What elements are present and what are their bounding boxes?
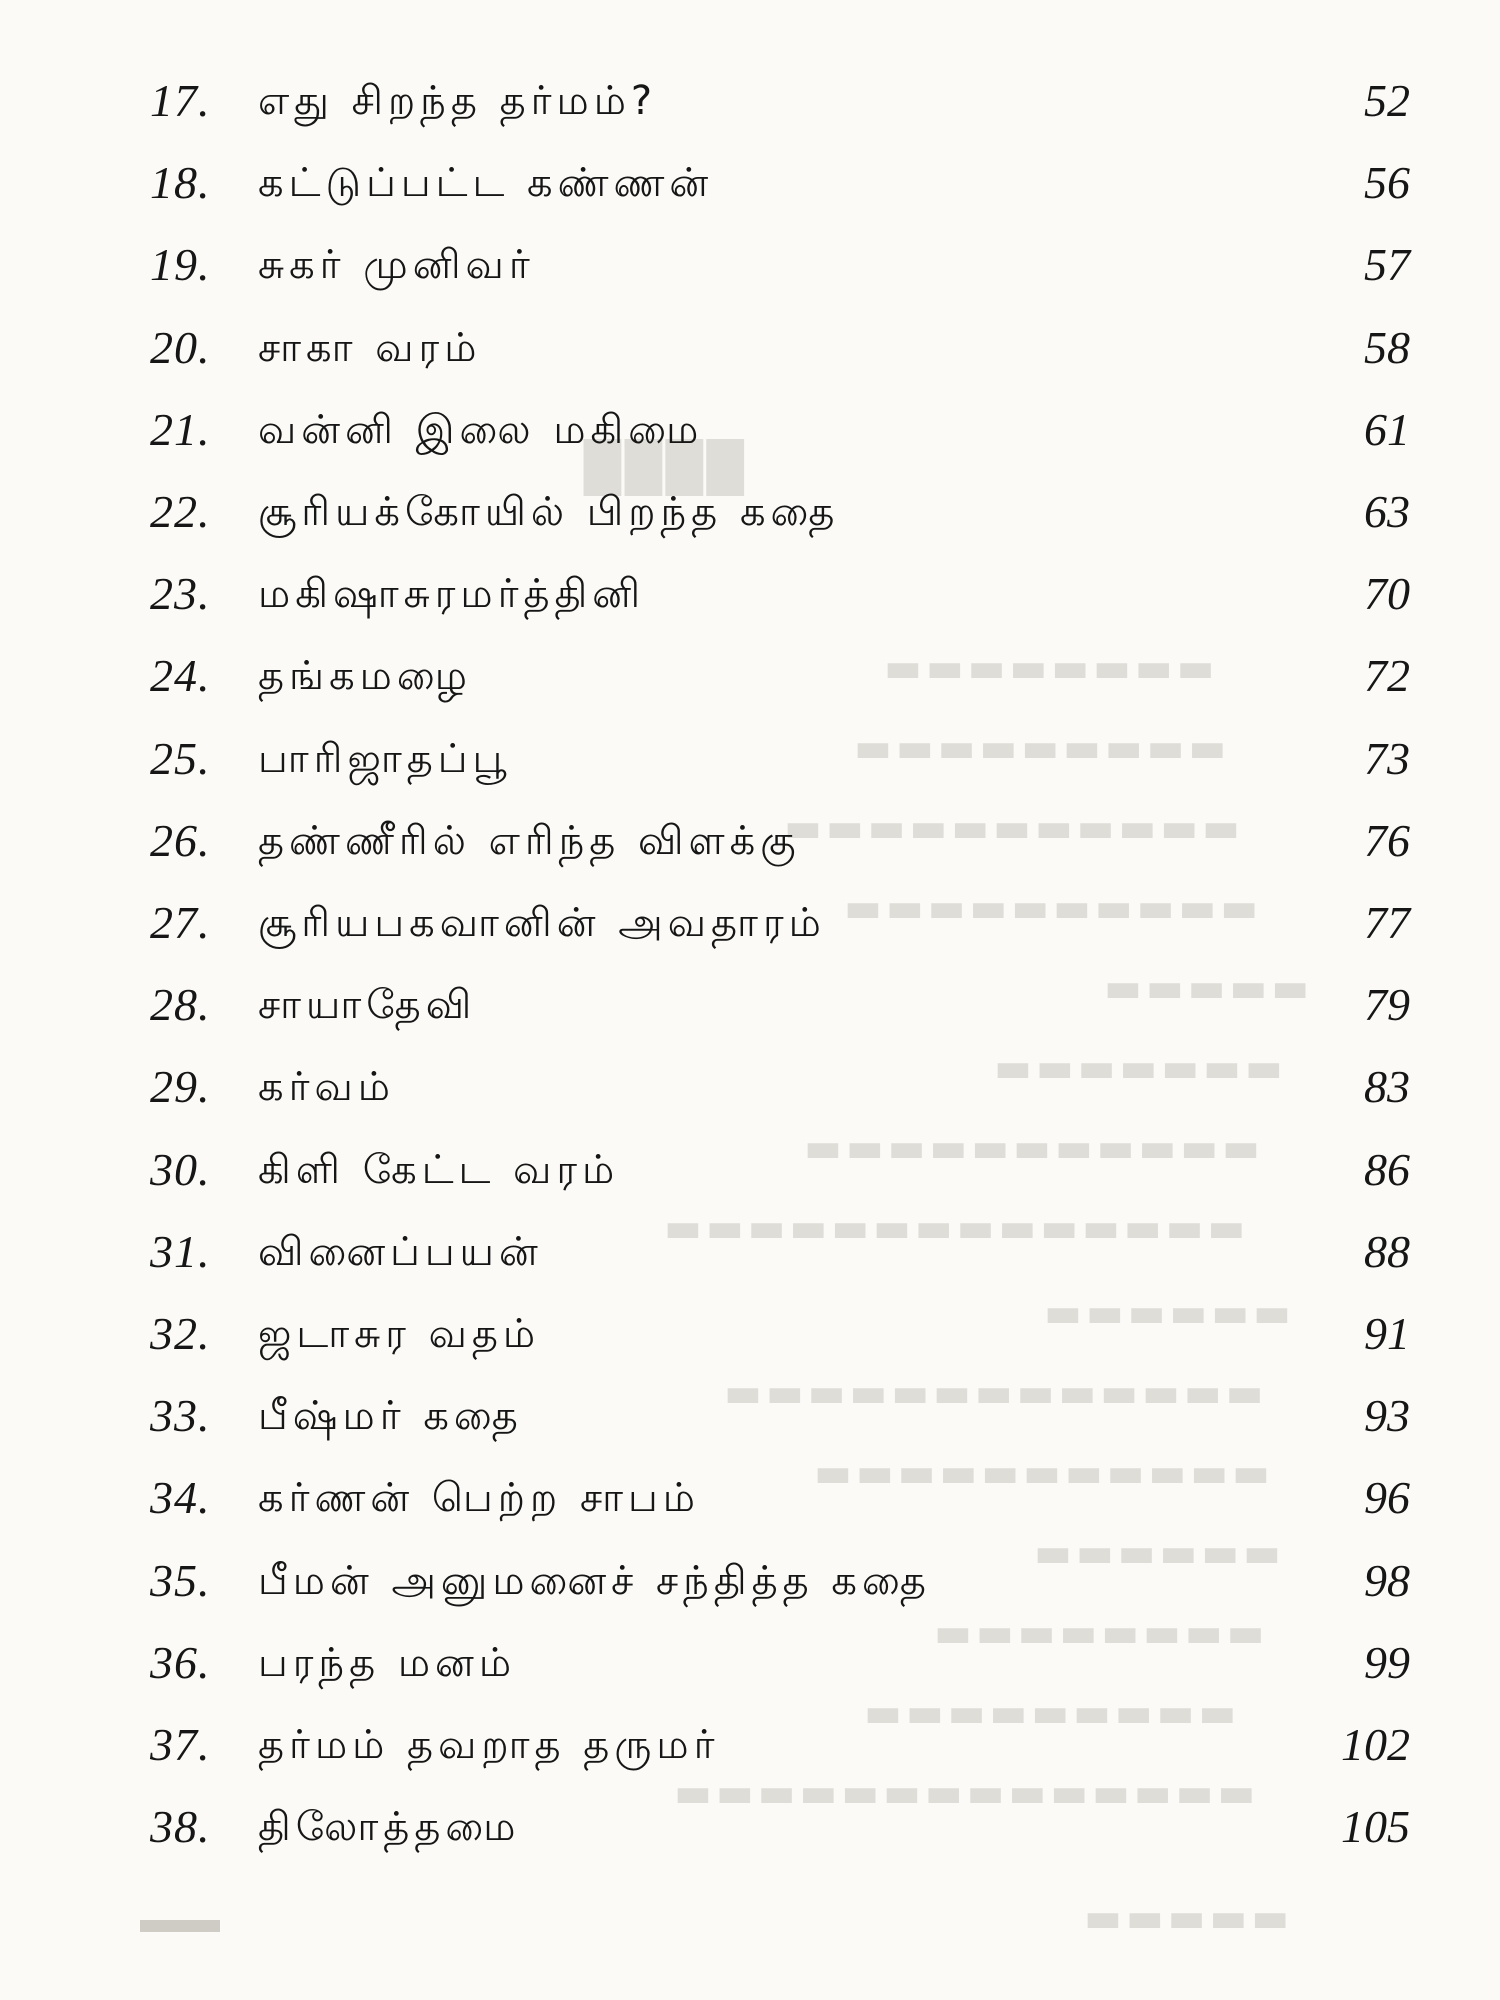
toc-entry	[0, 1129, 1500, 1211]
entry-number: 38.	[150, 1801, 211, 1853]
entry-number: 29.	[150, 1061, 211, 1113]
toc-entry	[0, 1457, 1500, 1539]
entry-page-number: 61	[1364, 403, 1410, 455]
entry-page-number: 73	[1364, 732, 1410, 784]
toc-entry	[0, 1786, 1500, 1868]
entry-title: பாரிஜாதப்பூ	[258, 735, 512, 782]
show-through-text: ▬▬▬▬▬▬▬▬▬▬▬▬▬▬	[660, 1205, 1246, 1251]
entry-page-number: 96	[1364, 1472, 1410, 1524]
show-through-text: ▬▬▬▬▬▬	[1040, 1290, 1291, 1336]
toc-entry	[0, 1293, 1500, 1375]
toc-entry	[0, 553, 1500, 635]
toc-entry	[0, 964, 1500, 1046]
entry-number: 21.	[150, 403, 211, 455]
toc-entry	[0, 1540, 1500, 1622]
entry-page-number: 102	[1341, 1719, 1410, 1770]
toc-entry	[0, 1704, 1500, 1786]
toc-entry	[0, 1046, 1500, 1128]
toc-entry	[0, 882, 1500, 964]
toc-entry	[0, 800, 1500, 882]
show-through-text: ▬▬▬▬▬▬▬▬▬	[860, 1690, 1237, 1736]
show-through-text: ▬▬▬▬▬▬	[1030, 1530, 1281, 1576]
entry-title: சூரியக்கோயில் பிறந்த கதை	[258, 489, 840, 535]
entry-title: வினைப்பயன்	[258, 1228, 543, 1275]
show-through-text: ▬▬▬▬▬▬▬▬	[880, 645, 1215, 691]
entry-page-number: 56	[1364, 157, 1410, 209]
entry-number: 37.	[150, 1719, 211, 1770]
entry-number: 36.	[150, 1636, 211, 1688]
entry-number: 19.	[150, 239, 211, 291]
toc-entry	[0, 1375, 1500, 1457]
entry-title: மகிஷாசுரமர்த்தினி	[258, 571, 646, 618]
entry-number: 30.	[150, 1143, 211, 1195]
entry-title: சாகா வரம்	[258, 324, 482, 371]
entry-page-number: 63	[1364, 486, 1410, 537]
toc-entry	[0, 389, 1500, 471]
entry-page-number: 83	[1364, 1061, 1410, 1113]
show-through-text: ▬▬▬▬▬▬▬▬▬▬▬▬▬	[720, 1370, 1264, 1416]
entry-title: கட்டுப்பட்ட கண்ணன்	[258, 160, 714, 207]
entry-page-number: 91	[1364, 1308, 1410, 1359]
toc-entry	[0, 142, 1500, 224]
show-through-text: ▬▬▬▬▬▬▬	[990, 1045, 1283, 1091]
toc-entry	[0, 1211, 1500, 1293]
entry-number: 34.	[150, 1472, 211, 1524]
show-through-text: ▬▬▬▬▬	[1100, 965, 1309, 1011]
entry-number: 35.	[150, 1554, 211, 1606]
entry-number: 17.	[150, 75, 211, 126]
show-through-text: ▬▬▬▬▬▬▬▬▬▬	[840, 885, 1258, 931]
entry-number: 26.	[150, 814, 211, 866]
toc-entry	[0, 307, 1500, 389]
entry-title: கிளி கேட்ட வரம்	[258, 1146, 620, 1193]
entry-page-number: 57	[1364, 239, 1410, 291]
entry-page-number: 88	[1364, 1225, 1410, 1277]
entry-title: தண்ணீரில் எரிந்த விளக்கு	[258, 817, 801, 864]
toc-entry	[0, 718, 1500, 800]
show-through-text: ▬▬▬▬▬▬▬▬▬▬▬▬▬▬	[670, 1770, 1256, 1816]
entry-number: 32.	[150, 1308, 211, 1359]
entry-title: எது சிறந்த தர்மம்?	[258, 78, 658, 124]
entry-title: பரந்த மனம்	[258, 1639, 517, 1686]
entry-title: சுகர் முனிவர்	[258, 242, 535, 289]
show-through-text: ▬▬▬▬▬▬▬▬▬	[850, 725, 1227, 771]
show-through-text: ▬▬▬▬▬▬▬▬▬▬▬	[800, 1125, 1260, 1171]
entry-page-number: 99	[1364, 1636, 1410, 1688]
entry-title: ஜடாசுர வதம்	[258, 1311, 541, 1357]
entry-number: 33.	[150, 1390, 211, 1442]
entry-title: பீமன் அனுமனைச் சந்தித்த கதை	[258, 1557, 931, 1604]
show-through-text: ▬▬▬▬▬	[1080, 1895, 1289, 1941]
entry-title: கர்ணன் பெற்ற சாபம்	[258, 1475, 700, 1522]
entry-title: தங்கமழை	[258, 653, 472, 700]
show-through-page-number: ▬▬	[140, 1896, 220, 1941]
toc-entry	[0, 224, 1500, 306]
toc-entry	[0, 1622, 1500, 1704]
entry-page-number: 58	[1364, 321, 1410, 373]
entry-title: சூரியபகவானின் அவதாரம்	[258, 900, 826, 946]
entry-number: 22.	[150, 486, 211, 537]
entry-page-number: 79	[1364, 979, 1410, 1031]
entry-title: தர்மம் தவறாத தருமர்	[258, 1722, 720, 1768]
entry-title: சாயாதேவி	[258, 982, 477, 1029]
entry-page-number: 70	[1364, 568, 1410, 620]
entry-title: கர்வம்	[258, 1064, 395, 1111]
entry-number: 25.	[150, 732, 211, 784]
entry-number: 23.	[150, 568, 211, 620]
toc-entry	[0, 635, 1500, 717]
entry-page-number: 77	[1364, 897, 1410, 948]
entry-page-number: 86	[1364, 1143, 1410, 1195]
toc-entry	[0, 60, 1500, 142]
entry-title: பீஷ்மர் கதை	[258, 1393, 523, 1440]
show-through-text: ▬▬▬▬▬▬▬▬▬▬▬	[780, 805, 1240, 851]
show-through-text: ████	[580, 440, 744, 496]
entry-number: 28.	[150, 979, 211, 1031]
entry-page-number: 98	[1364, 1554, 1410, 1606]
toc-entry	[0, 471, 1500, 553]
entry-page-number: 105	[1341, 1801, 1410, 1853]
show-through-text: ▬▬▬▬▬▬▬▬▬▬▬	[810, 1450, 1270, 1496]
show-through-text: ▬▬▬▬▬▬▬▬	[930, 1610, 1265, 1656]
entry-title: திலோத்தமை	[258, 1804, 521, 1851]
entry-title: வன்னி இலை மகிமை	[258, 406, 704, 453]
entry-number: 31.	[150, 1225, 211, 1277]
entry-page-number: 72	[1364, 650, 1410, 702]
entry-page-number: 93	[1364, 1390, 1410, 1442]
entry-number: 27.	[150, 897, 211, 948]
entry-number: 20.	[150, 321, 211, 373]
entry-page-number: 76	[1364, 814, 1410, 866]
entry-page-number: 52	[1364, 75, 1410, 126]
entry-number: 24.	[150, 650, 211, 702]
entry-number: 18.	[150, 157, 211, 209]
